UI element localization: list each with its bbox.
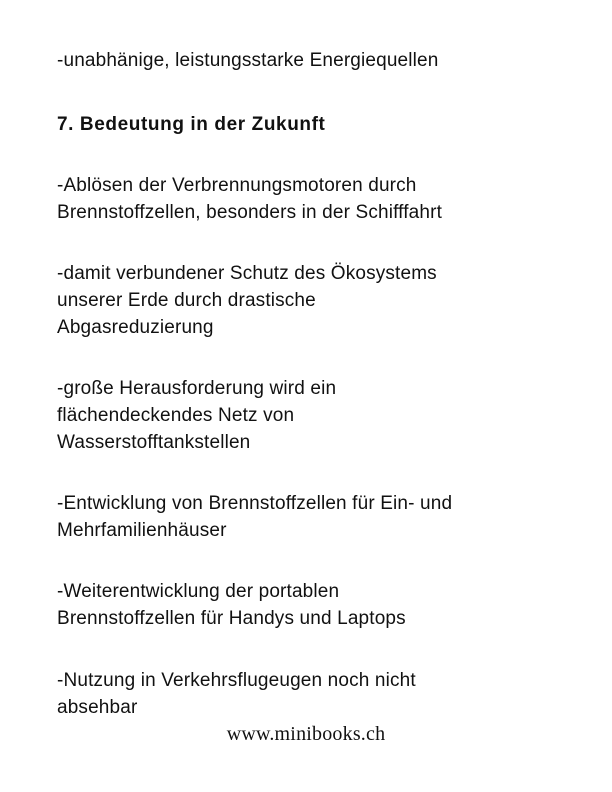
text-line: -große Herausforderung wird ein: [57, 378, 337, 399]
section-heading: 7. Bedeutung in der Zukunft: [57, 114, 326, 135]
text-line: -Weiterentwicklung der portablen: [57, 581, 340, 602]
text-line: Abgasreduzierung: [57, 317, 214, 338]
text-line: -Entwicklung von Brennstoffzellen für Ein- und: [57, 493, 453, 514]
text-line: unserer Erde durch drastische: [57, 290, 316, 311]
text-line: -Nutzung in Verkehrsflugeugen noch nicht: [57, 670, 416, 691]
text-line: -damit verbundener Schutz des Ökosystems: [57, 263, 437, 284]
text-line: Wasserstofftankstellen: [57, 432, 251, 453]
text-line: Brennstoffzellen, besonders in der Schifffahrt: [57, 202, 443, 223]
text-line: Brennstoffzellen für Handys und Laptops: [57, 608, 406, 629]
text-line: flächendeckendes Netz von: [57, 405, 295, 426]
text-line: -unabhänige, leistungsstarke Energiequellen: [57, 50, 439, 71]
text-line: absehbar: [57, 697, 138, 718]
footer-url: www.minibooks.ch: [226, 723, 386, 745]
text-line: Mehrfamilienhäuser: [57, 520, 227, 541]
text-line: -Ablösen der Verbrennungsmotoren durch: [57, 175, 417, 196]
